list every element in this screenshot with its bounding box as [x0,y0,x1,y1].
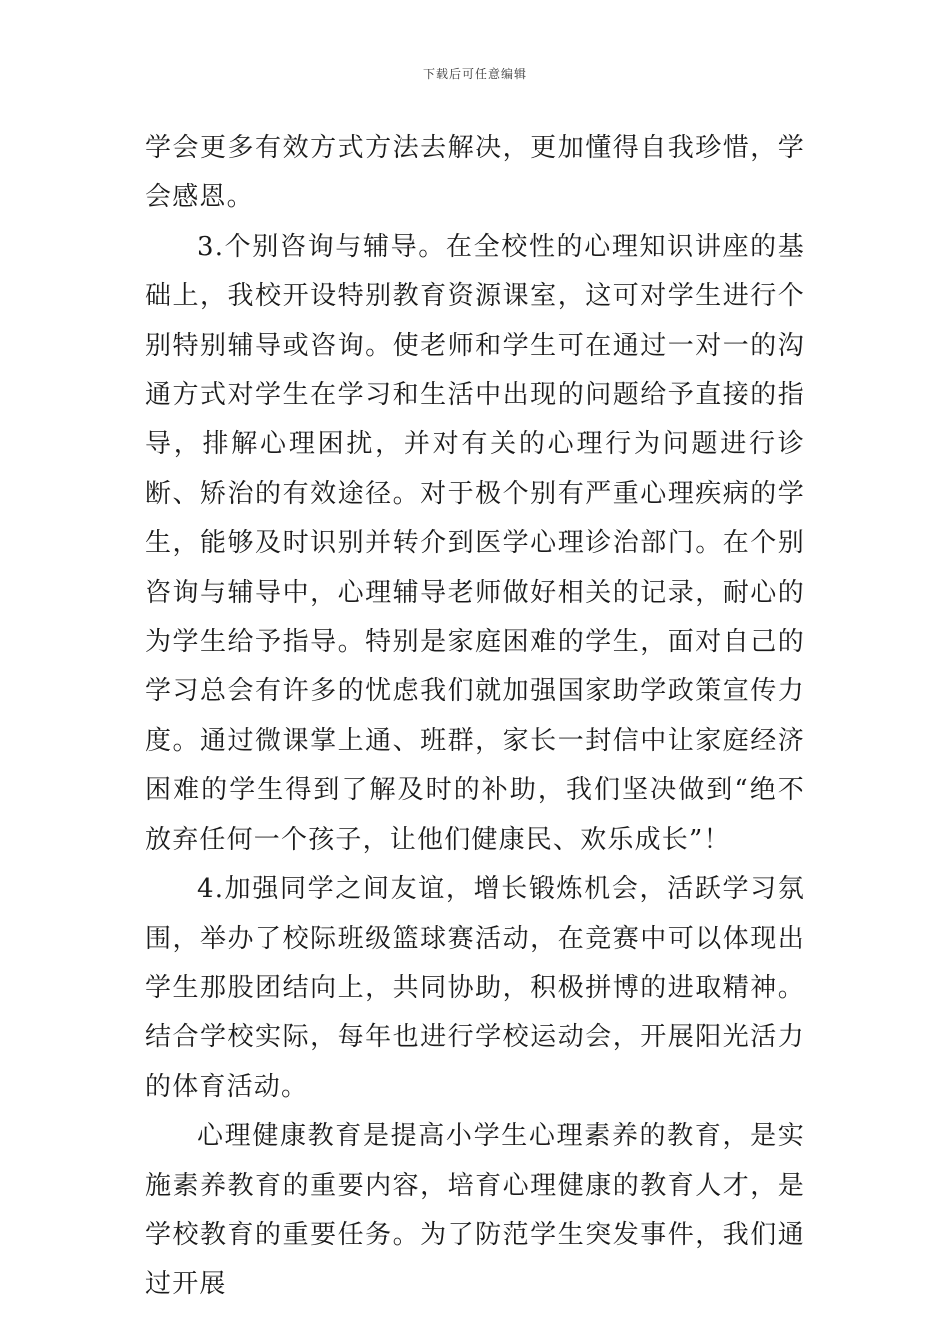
paragraph-individual-counseling: 3.个别咨询与辅导。在全校性的心理知识讲座的基础上，我校开设特别教育资源课室，这可对学生进行个别特别辅导或咨询。使老师和学生可在通过一对一的沟通方式对学生在学习和生活中出现的问题给予直接的指导，排解心理困扰，并对有关的心理行为问题进行诊断、矫治的有效途径。对于极个别有严重心理疾病的学生，能够及时识别并转介到医学心理诊治部门。在个别咨询与辅导中，心理辅导老师做好相关的记录，耐心的为学生给予指导。特别是家庭困难的学生，面对自己的学习总会有许多的忧虑我们就加强国家助学政策宣传力度。通过微课掌上通、班群，家长一封信中让家庭经济困难的学生得到了解及时的补助，我们坚决做到“绝不放弃任何一个孩子，让他们健康民、欢乐成长”！ [145,231,805,855]
document-body [145,124,805,1310]
paragraph-friendship-activities: 4.加强同学之间友谊，增长锻炼机会，活跃学习氛围，举办了校际班级篮球赛活动，在竞赛中可以体现出学生那股团结向上，共同协助，积极拼博的进取精神。结合学校实际，每年也进行学校运动会，开展阳光活力的体育活动。 [145,874,805,1102]
paragraph-mental-health-education: 心理健康教育是提高小学生心理素养的教育，是实施素养教育的重要内容，培育心理健康的教育人才，是学校教育的重要任务。为了防范学生突发事件，我们通过开展 [145,1121,805,1300]
page-header: 下载后可任意编辑 [422,67,527,81]
paragraph-continuation: 学会更多有效方式方法去解决，更加懂得自我珍惜，学会感恩。 [145,133,805,213]
